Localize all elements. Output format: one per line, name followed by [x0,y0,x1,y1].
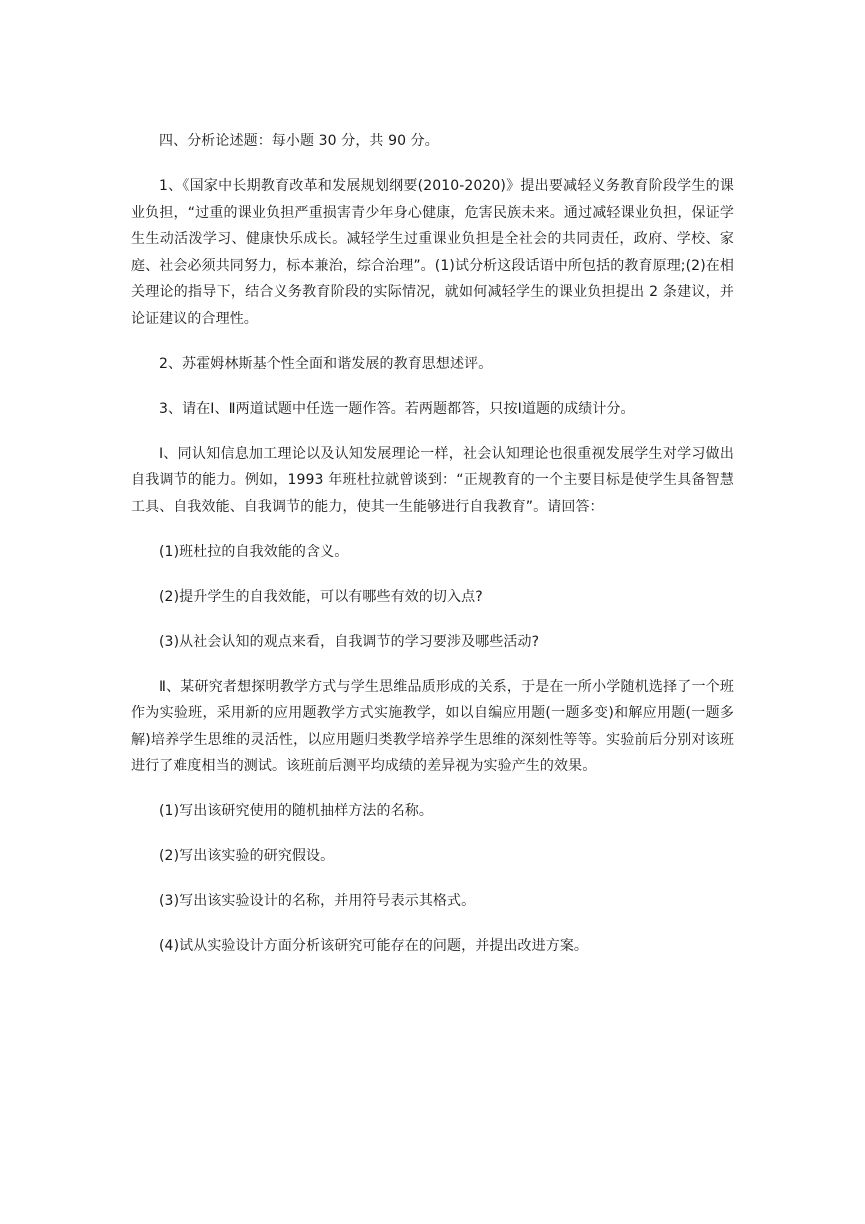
question-1: 1、《国家中长期教育改革和发展规划纲要(2010-2020)》提出要减轻义务教育阶段学生的课业负担，“过重的课业负担严重损害青少年身心健康，危害民族未来。通过减轻课业负担，保证学生生动活泼学习、健康快乐成长。减轻学生过重课业负担是全社会的共同责任，政府、学校、家庭、社会必须共同努力，标本兼治，综合治理”。(1)试分析这段话语中所包括的教育原理;(2)在相关理论的指导下，结合义务教育阶段的实际情况，就如何减轻学生的课业负担提出 2 条建议，并论证建议的合理性。 [131,178,734,327]
option-2-item: (1)写出该研究使用的随机抽样方法的名称。 [159,803,433,819]
option-2-intro: Ⅱ、某研究者想探明教学方式与学生思维品质形成的关系，于是在一所小学随机选择了一个班作为实验班，采用新的应用题教学方式实施教学，如以自编应用题(一题多变)和解应用题(一题多解)培养学生思维的灵活性，以应用题归类教学培养学生思维的深刻性等等。实验前后分别对该班进行了难度相当的测试。该班前后测平均成绩的差异视为实验产生的效果。 [131,678,734,774]
section-heading: 四、分析论述题：每小题 30 分，共 90 分。 [159,133,439,149]
option-2-item: (2)写出该实验的研究假设。 [159,848,335,864]
option-1-item: (2)提升学生的自我效能，可以有哪些有效的切入点? [159,588,483,605]
question-2: 2、苏霍姆林斯基个性全面和谐发展的教育思想述评。 [159,355,493,372]
option-2-item: (3)写出该实验设计的名称，并用符号表示其格式。 [159,893,476,909]
option-2-item: (4)试从实验设计方面分析该研究可能存在的问题，并提出改进方案。 [159,938,589,954]
option-1-intro: Ⅰ、同认知信息加工理论以及认知发展理论一样，社会认知理论也很重视发展学生对学习做出自我调节的能力。例如，1993 年班杜拉就曾谈到：“正规教育的一个主要目标是使学生具备智慧工具、自我效能、自我调节的能力，使其一生能够进行自我教育”。请回答： [131,445,734,515]
option-1-item: (3)从社会认知的观点来看，自我调节的学习要涉及哪些活动? [159,633,540,650]
document-body [131,128,734,960]
option-1-item: (1)班杜拉的自我效能的含义。 [159,543,349,560]
question-3: 3、请在Ⅰ、Ⅱ两道试题中任选一题作答。若两题都答，只按Ⅰ道题的成绩计分。 [159,400,635,417]
